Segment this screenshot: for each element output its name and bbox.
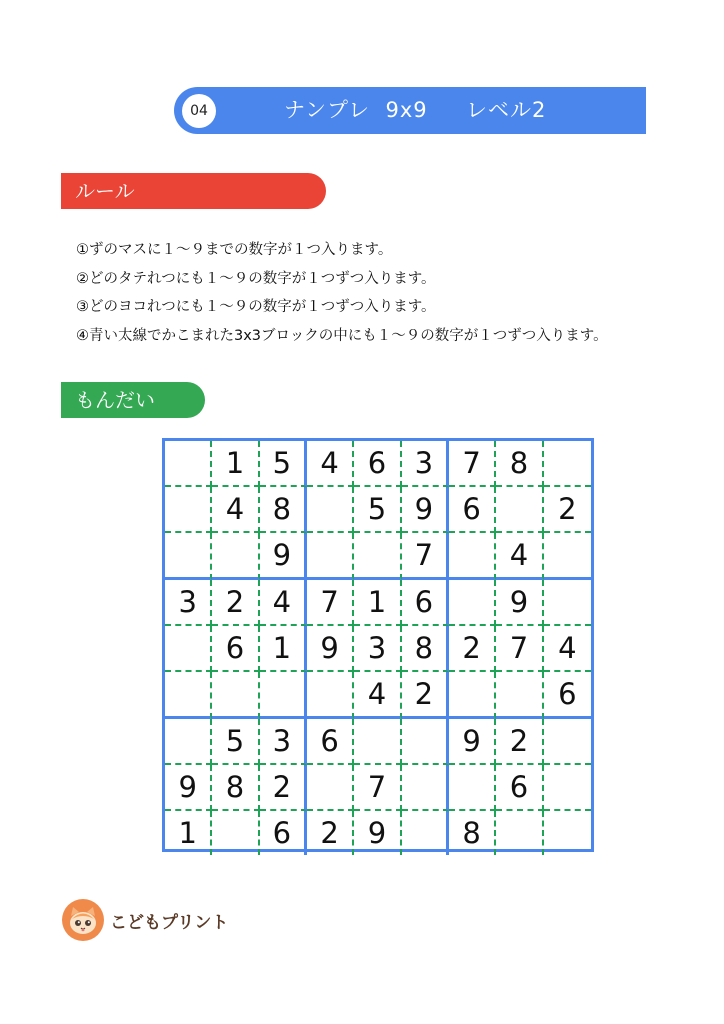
sudoku-cell[interactable]: 8 — [260, 487, 307, 533]
sudoku-cell[interactable] — [165, 719, 212, 765]
sudoku-cell[interactable] — [212, 533, 259, 580]
sudoku-cell[interactable] — [449, 580, 496, 626]
problem-heading-bar — [61, 382, 205, 418]
sudoku-cell[interactable] — [354, 533, 401, 580]
sudoku-cell[interactable]: 1 — [212, 441, 259, 487]
sudoku-cell[interactable]: 6 — [212, 626, 259, 672]
sudoku-cell[interactable] — [544, 441, 591, 487]
sudoku-cell[interactable]: 2 — [496, 719, 543, 765]
brand-logo — [62, 898, 228, 942]
sudoku-cell[interactable]: 6 — [544, 672, 591, 719]
rules-list — [76, 236, 608, 350]
sudoku-cell[interactable]: 7 — [354, 765, 401, 811]
sudoku-cell[interactable]: 8 — [402, 626, 449, 672]
sudoku-cell[interactable]: 6 — [354, 441, 401, 487]
rules-heading: ルール — [75, 179, 135, 203]
sudoku-cell[interactable]: 1 — [165, 811, 212, 855]
sudoku-cell[interactable]: 8 — [449, 811, 496, 855]
sudoku-cell[interactable]: 8 — [496, 441, 543, 487]
sudoku-cell[interactable] — [165, 533, 212, 580]
sudoku-cell[interactable] — [165, 672, 212, 719]
sudoku-cell[interactable] — [212, 811, 259, 855]
problem-heading: もんだい — [75, 388, 155, 412]
sudoku-cell[interactable]: 6 — [402, 580, 449, 626]
rule-item: ④青い太線でかこまれた3x3ブロックの中にも１～９の数字が１つずつ入ります。 — [76, 327, 608, 344]
sudoku-cell[interactable]: 4 — [307, 441, 354, 487]
sudoku-cell[interactable]: 8 — [212, 765, 259, 811]
title-bar — [174, 87, 646, 134]
sudoku-cell[interactable]: 6 — [307, 719, 354, 765]
sudoku-cell[interactable]: 4 — [260, 580, 307, 626]
sudoku-cell[interactable]: 1 — [354, 580, 401, 626]
sudoku-cell[interactable]: 9 — [307, 626, 354, 672]
sudoku-cell[interactable]: 3 — [354, 626, 401, 672]
sudoku-cell[interactable]: 4 — [212, 487, 259, 533]
sudoku-cell[interactable]: 9 — [165, 765, 212, 811]
sudoku-cell[interactable] — [307, 765, 354, 811]
sudoku-cell[interactable]: 4 — [496, 533, 543, 580]
sudoku-cell[interactable]: 9 — [496, 580, 543, 626]
sudoku-cell[interactable] — [307, 533, 354, 580]
sudoku-cell[interactable]: 5 — [260, 441, 307, 487]
sudoku-cell[interactable] — [449, 533, 496, 580]
sudoku-cell[interactable] — [307, 487, 354, 533]
sudoku-cell[interactable] — [496, 487, 543, 533]
sudoku-cell[interactable] — [165, 487, 212, 533]
rule-item: ②どのタテれつにも１～９の数字が１つずつ入ります。 — [76, 270, 436, 287]
sudoku-cell[interactable]: 3 — [260, 719, 307, 765]
sudoku-cell[interactable]: 5 — [212, 719, 259, 765]
sudoku-cell[interactable]: 9 — [354, 811, 401, 855]
sudoku-cell[interactable]: 2 — [212, 580, 259, 626]
sudoku-cell[interactable] — [165, 441, 212, 487]
rule-item: ③どのヨコれつにも１～９の数字が１つずつ入ります。 — [76, 299, 436, 315]
sudoku-cell[interactable]: 9 — [260, 533, 307, 580]
sudoku-cell[interactable] — [354, 719, 401, 765]
brand-name: こどもプリント — [110, 912, 229, 933]
sudoku-cell[interactable]: 7 — [496, 626, 543, 672]
sudoku-cell[interactable]: 2 — [307, 811, 354, 855]
rule-item: ①ずのマスに１～９までの数字が１つ入ります。 — [76, 242, 393, 258]
sudoku-cell[interactable] — [402, 765, 449, 811]
sudoku-cell[interactable]: 2 — [544, 487, 591, 533]
worksheet-number-badge: 04 — [182, 94, 216, 128]
rules-heading-bar — [61, 173, 326, 209]
sudoku-cell[interactable] — [544, 719, 591, 765]
sudoku-cell[interactable] — [544, 811, 591, 855]
sudoku-cell[interactable] — [165, 626, 212, 672]
sudoku-cell[interactable]: 9 — [402, 487, 449, 533]
sudoku-cell[interactable]: 3 — [165, 580, 212, 626]
sudoku-cell[interactable] — [402, 719, 449, 765]
sudoku-cell[interactable]: 3 — [402, 441, 449, 487]
sudoku-cell[interactable]: 9 — [449, 719, 496, 765]
sudoku-cell[interactable]: 2 — [260, 765, 307, 811]
sudoku-cell[interactable]: 1 — [260, 626, 307, 672]
sudoku-cell[interactable] — [307, 672, 354, 719]
page-title: ナンプレ 9x9 レベル2 — [284, 98, 547, 122]
sudoku-cell[interactable]: 6 — [260, 811, 307, 855]
cat-face-icon — [62, 899, 104, 941]
sudoku-cell[interactable]: 7 — [402, 533, 449, 580]
sudoku-cell[interactable]: 2 — [402, 672, 449, 719]
sudoku-cell[interactable]: 4 — [354, 672, 401, 719]
sudoku-cell[interactable] — [544, 580, 591, 626]
sudoku-cell[interactable] — [544, 533, 591, 580]
sudoku-cell[interactable]: 2 — [449, 626, 496, 672]
sudoku-cell[interactable] — [544, 765, 591, 811]
sudoku-cell[interactable] — [449, 765, 496, 811]
sudoku-cell[interactable]: 4 — [544, 626, 591, 672]
sudoku-grid — [162, 438, 594, 852]
sudoku-cell[interactable] — [449, 672, 496, 719]
sudoku-cell[interactable]: 5 — [354, 487, 401, 533]
sudoku-cell[interactable] — [260, 672, 307, 719]
sudoku-cell[interactable] — [212, 672, 259, 719]
sudoku-cell[interactable] — [496, 672, 543, 719]
sudoku-cell[interactable]: 7 — [307, 580, 354, 626]
sudoku-cell[interactable]: 6 — [449, 487, 496, 533]
sudoku-cell[interactable] — [496, 811, 543, 855]
sudoku-cell[interactable]: 7 — [449, 441, 496, 487]
sudoku-cell[interactable] — [402, 811, 449, 855]
sudoku-cell[interactable]: 6 — [496, 765, 543, 811]
